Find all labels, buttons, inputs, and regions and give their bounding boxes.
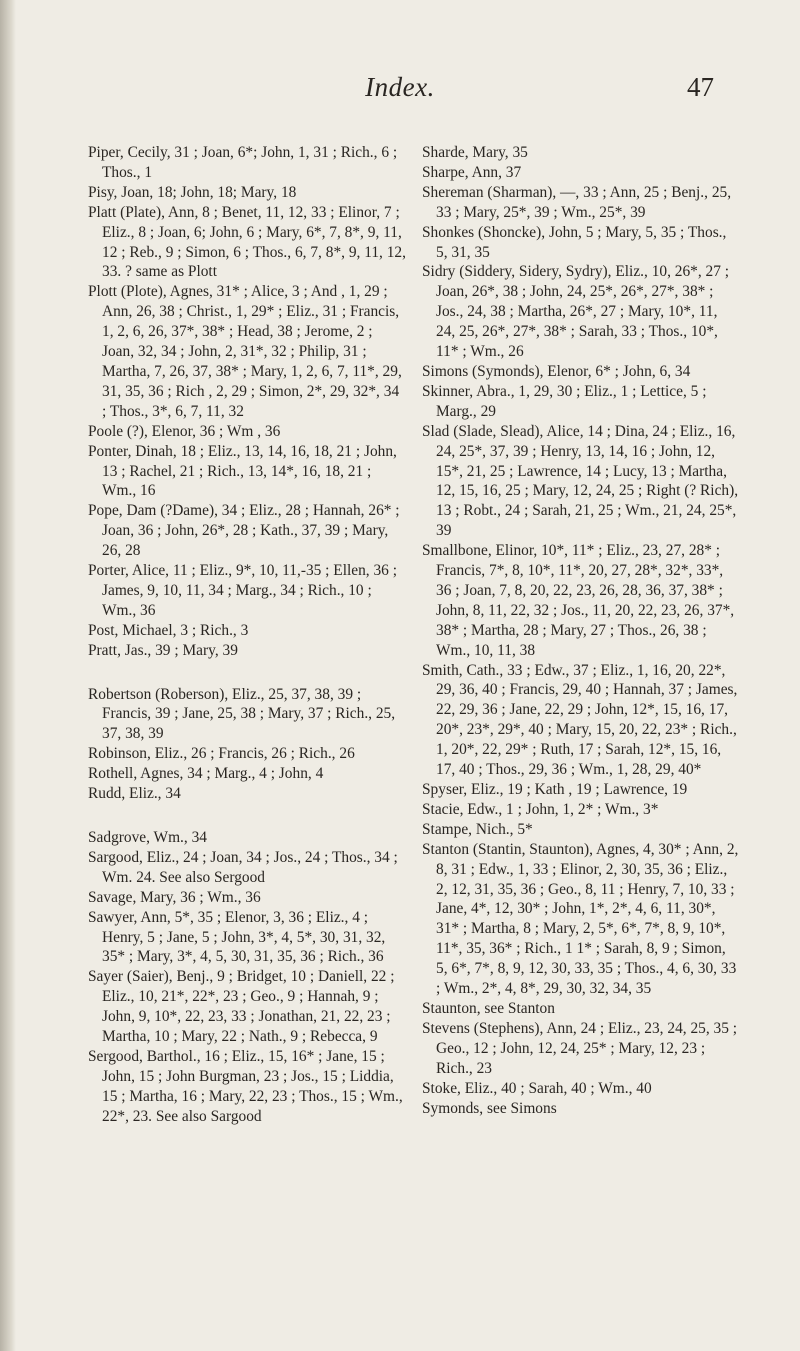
index-entry: Pisy, Joan, 18; John, 18; Mary, 18 — [88, 183, 297, 201]
index-group-r — [88, 685, 406, 804]
index-entry: Symonds, see Simons — [422, 1099, 557, 1117]
index-entry: Stanton (Stantin, Staunton), Agnes, 4, 30* ; Ann, 2, 8, 31 ; Edw., 1, 33 ; Elinor, 2, 30, 35, 36 ; Eliz., 2, 12, 31, 35, 36 ; Geo., 8, 11 ; Henry, 7, 10, 33 ; Jane, 4*, 12, 30* ; John, 1*, 2*, 4, 6, 11, 30*, 31* ; Martha, 8 ; Mary, 2, 5*, 6*, 7*, 8, 9, 10*, 11*, 35, 36* ; Rich., 1 1* ; Sarah, 8, 9 ; Simon, 5, 6*, 7*, 8, 9, 12, 30, 33, 35 ; Thos., 4, 6, 30, 33 ; Wm., 2*, 4, 8*, 29, 30, 32, 34, 35 — [422, 840, 739, 998]
index-entry: Smallbone, Elinor, 10*, 11* ; Eliz., 23, 27, 28* ; Francis, 7*, 8, 10*, 11*, 20, 27, 28*, 32*, 33*, 36 ; Joan, 7, 8, 20, 22, 23, 26, 28, 36, 37, 38* ; John, 8, 11, 22, 32 ; Jos., 11, 20, 22, 23, 26, 37*, 38* ; Martha, 28 ; Mary, 27 ; Thos., 26, 38 ; Wm., 10, 11, 38 — [422, 542, 735, 659]
right-column — [422, 143, 740, 1118]
index-entry: Sargood, Eliz., 24 ; Joan, 34 ; Jos., 24 ; Thos., 34 ; Wm. 24. See also Sergood — [88, 848, 398, 886]
index-entry: Stoke, Eliz., 40 ; Sarah, 40 ; Wm., 40 — [422, 1079, 652, 1097]
index-entry: Smith, Cath., 33 ; Edw., 37 ; Eliz., 1, 16, 20, 22*, 29, 36, 40 ; Francis, 29, 40 ; Hannah, 37 ; James, 22, 29, 36 ; Jane, 22, 29 ; John, 12*, 15, 16, 17, 20*, 23*, 29*, 40 ; Mary, 15, 20, 22, 23* ; Rich., 1, 20*, 22, 29* ; Ruth, 17 ; Sarah, 12*, 15, 16, 17, 40 ; Thos., 29, 36 ; Wm., 1, 28, 29, 40* — [422, 661, 738, 779]
page-title: Index. — [365, 72, 435, 102]
index-entry: Sharpe, Ann, 37 — [422, 163, 522, 181]
index-entry: Shereman (Sharman), —, 33 ; Ann, 25 ; Benj., 25, 33 ; Mary, 25*, 39 ; Wm., 25*, 39 — [422, 183, 732, 221]
index-entry: Shonkes (Shoncke), John, 5 ; Mary, 5, 35 ; Thos., 5, 31, 35 — [422, 223, 727, 261]
group-spacer — [88, 661, 406, 685]
index-entry: Skinner, Abra., 1, 29, 30 ; Eliz., 1 ; Lettice, 5 ; Marg., 29 — [422, 382, 707, 420]
index-entry: Platt (Plate), Ann, 8 ; Benet, 11, 12, 33 ; Elinor, 7 ; Eliz., 8 ; Joan, 6; John, 6 ; Mary, 6*, 7, 8*, 9, 11, 12 ; Reb., 9 ; Simon, 6 ; Thos., 6, 7, 8*, 9, 11, 12, 33. ? same as Plott — [88, 203, 406, 281]
index-entry: Savage, Mary, 36 ; Wm., 36 — [88, 888, 261, 906]
book-spine-shadow — [0, 0, 16, 1351]
index-group-p — [88, 143, 406, 661]
index-entry: Slad (Slade, Slead), Alice, 14 ; Dina, 24 ; Eliz., 16, 24, 25*, 37, 39 ; Henry, 13, 14, 16 ; John, 12, 15*, 21, 25 ; Lawrence, 14 ; Lucy, 13 ; Martha, 12, 15, 16, 25 ; Mary, 12, 24, 25 ; Right (? Rich), 13 ; Robt., 24 ; Sarah, 21, 25 ; Wm., 21, 24, 25*, 39 — [422, 422, 739, 540]
index-entry: Spyser, Eliz., 19 ; Kath , 19 ; Lawrence, 19 — [422, 781, 688, 798]
index-entry: Sayer (Saier), Benj., 9 ; Bridget, 10 ; Daniell, 22 ; Eliz., 10, 21*, 22*, 23 ; Geo., 9 ; Hannah, 9 ; John, 9, 10*, 22, 23, 33 ; Jonathan, 21, 22, 23 ; Martha, 10 ; Mary, 22 ; Nath., 9 ; Rebecca, 9 — [88, 968, 395, 1046]
page-number: 47 — [687, 72, 714, 102]
page-header — [0, 72, 800, 112]
index-entry: Pratt, Jas., 39 ; Mary, 39 — [88, 641, 238, 659]
index-entry: Post, Michael, 3 ; Rich., 3 — [88, 621, 249, 639]
index-entry: Sawyer, Ann, 5*, 35 ; Elenor, 3, 36 ; Eliz., 4 ; Henry, 5 ; Jane, 5 ; John, 3*, 4, 5*, 30, 31, 32, 35* ; Mary, 3*, 4, 5, 30, 31, 35, 36 ; Rich., 36 — [88, 908, 386, 966]
index-group-s — [88, 828, 406, 1127]
index-entry: Poole (?), Elenor, 36 ; Wm , 36 — [88, 422, 281, 440]
index-entry: Rothell, Agnes, 34 ; Marg., 4 ; John, 4 — [88, 765, 324, 783]
index-entry: Ponter, Dinah, 18 ; Eliz., 13, 14, 16, 18, 21 ; John, 13 ; Rachel, 21 ; Rich., 13, 14*, 16, 18, 21 ; Wm., 16 — [88, 442, 397, 500]
index-entry: Sergood, Barthol., 16 ; Eliz., 15, 16* ; Jane, 15 ; John, 15 ; John Burgman, 23 ; Jos., 15 ; Liddia, 15 ; Martha, 16 ; Mary, 22, 23 ; Thos., 15 ; Wm., 22*, 23. See also Sargood — [88, 1047, 403, 1125]
left-column — [88, 143, 406, 1127]
index-entry: Sidry (Siddery, Sidery, Sydry), Eliz., 10, 26*, 27 ; Joan, 26*, 38 ; John, 24, 25*, 26*, 27*, 38* ; Jos., 24, 38 ; Martha, 26*, 27 ; Mary, 10*, 11, 24, 25, 26*, 27*, 38* ; Sarah, 33 ; Thos., 10*, 11* ; Wm., 26 — [422, 263, 730, 361]
index-entry: Rudd, Eliz., 34 — [88, 785, 181, 803]
index-entry: Piper, Cecily, 31 ; Joan, 6*; John, 1, 31 ; Rich., 6 ; Thos., 1 — [88, 144, 398, 181]
index-entry: Robinson, Eliz., 26 ; Francis, 26 ; Rich., 26 — [88, 745, 355, 763]
index-entry: Porter, Alice, 11 ; Eliz., 9*, 10, 11,-35 ; Ellen, 36 ; James, 9, 10, 11, 34 ; Marg., 34 ; Rich., 10 ; Wm., 36 — [88, 562, 397, 619]
index-entry: Stacie, Edw., 1 ; John, 1, 2* ; Wm., 3* — [422, 800, 659, 818]
index-entry: Stampe, Nich., 5* — [422, 820, 533, 838]
group-spacer — [88, 804, 406, 828]
index-entry: Robertson (Roberson), Eliz., 25, 37, 38, 39 ; Francis, 39 ; Jane, 25, 38 ; Mary, 37 ; Rich., 25, 37, 38, 39 — [88, 685, 396, 743]
index-entry: Sadgrove, Wm., 34 — [88, 829, 207, 846]
index-entry: Sharde, Mary, 35 — [422, 144, 528, 161]
index-entry: Stevens (Stephens), Ann, 24 ; Eliz., 23, 24, 25, 35 ; Geo., 12 ; John, 12, 24, 25* ; Mary, 12, 23 ; Rich., 23 — [422, 1019, 738, 1077]
index-entry: Pope, Dam (?Dame), 34 ; Eliz., 28 ; Hannah, 26* ; Joan, 36 ; John, 26*, 28 ; Kath., 37, 39 ; Mary, 26, 28 — [88, 502, 400, 560]
index-entry: Staunton, see Stanton — [422, 999, 555, 1017]
index-entry: Simons (Symonds), Elenor, 6* ; John, 6, 34 — [422, 362, 691, 380]
index-entry: Plott (Plote), Agnes, 31* ; Alice, 3 ; And , 1, 29 ; Ann, 26, 38 ; Christ., 1, 29* ; Eliz., 31 ; Francis, 1, 2, 6, 26, 37*, 38* ; Head, 38 ; Jerome, 2 ; Joan, 32, 34 ; John, 2, 31*, 32 ; Philip, 31 ; Martha, 7, 26, 37, 38* ; Mary, 1, 2, 6, 7, 11*, 29, 31, 35, 36 ; Rich , 2, 29 ; Simon, 2*, 29, 32*, 34 ; Thos., 3*, 6, 7, 11, 32 — [88, 283, 402, 420]
